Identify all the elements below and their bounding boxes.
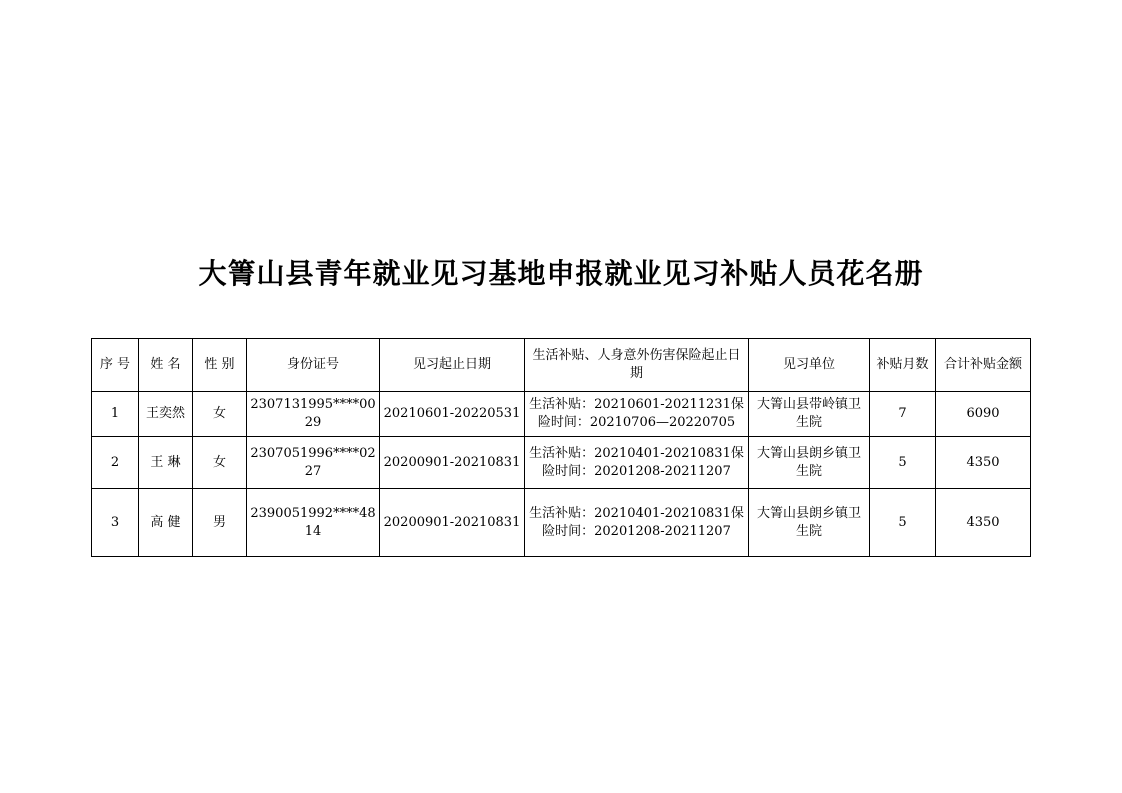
roster-table xyxy=(91,338,1031,557)
cell-months: 5 xyxy=(870,489,936,557)
page-title: 大箐山县青年就业见习基地申报就业见习补贴人员花名册 xyxy=(198,257,924,290)
header-unit: 见习单位 xyxy=(749,339,870,392)
table-row xyxy=(92,392,1031,437)
cell-period: 20200901-20210831 xyxy=(380,437,525,489)
cell-no: 2 xyxy=(92,437,139,489)
header-gender: 性 别 xyxy=(193,339,247,392)
cell-amount: 4350 xyxy=(936,489,1031,557)
cell-gender: 女 xyxy=(193,437,247,489)
cell-period: 20200901-20210831 xyxy=(380,489,525,557)
cell-amount: 4350 xyxy=(936,437,1031,489)
cell-unit: 大箐山县朗乡镇卫生院 xyxy=(749,437,870,489)
cell-name: 王奕然 xyxy=(139,392,193,437)
cell-months: 5 xyxy=(870,437,936,489)
cell-months: 7 xyxy=(870,392,936,437)
header-period: 见习起止日期 xyxy=(380,339,525,392)
cell-gender: 男 xyxy=(193,489,247,557)
header-name: 姓 名 xyxy=(139,339,193,392)
cell-id: 2307051996****0227 xyxy=(247,437,380,489)
cell-amount: 6090 xyxy=(936,392,1031,437)
table-row xyxy=(92,489,1031,557)
cell-no: 1 xyxy=(92,392,139,437)
cell-id: 2390051992****4814 xyxy=(247,489,380,557)
cell-gender: 女 xyxy=(193,392,247,437)
header-no: 序 号 xyxy=(92,339,139,392)
header-amount: 合计补贴金额 xyxy=(936,339,1031,392)
header-id: 身份证号 xyxy=(247,339,380,392)
cell-unit: 大箐山县朗乡镇卫生院 xyxy=(749,489,870,557)
cell-subsidy-period: 生活补贴：20210401-20210831保险时间：20201208-20211207 xyxy=(525,437,749,489)
cell-subsidy-period: 生活补贴：20210401-20210831保险时间：20201208-20211207 xyxy=(525,489,749,557)
header-row xyxy=(92,339,1031,392)
table-row xyxy=(92,437,1031,489)
cell-subsidy-period: 生活补贴：20210601-20211231保险时间：20210706—20220705 xyxy=(525,392,749,437)
cell-name: 高 健 xyxy=(139,489,193,557)
cell-id: 2307131995****0029 xyxy=(247,392,380,437)
header-subsidy-period: 生活补贴、人身意外伤害保险起止日期 xyxy=(525,339,749,392)
cell-no: 3 xyxy=(92,489,139,557)
header-months: 补贴月数 xyxy=(870,339,936,392)
cell-unit: 大箐山县带岭镇卫生院 xyxy=(749,392,870,437)
cell-name: 王 琳 xyxy=(139,437,193,489)
cell-period: 20210601-20220531 xyxy=(380,392,525,437)
